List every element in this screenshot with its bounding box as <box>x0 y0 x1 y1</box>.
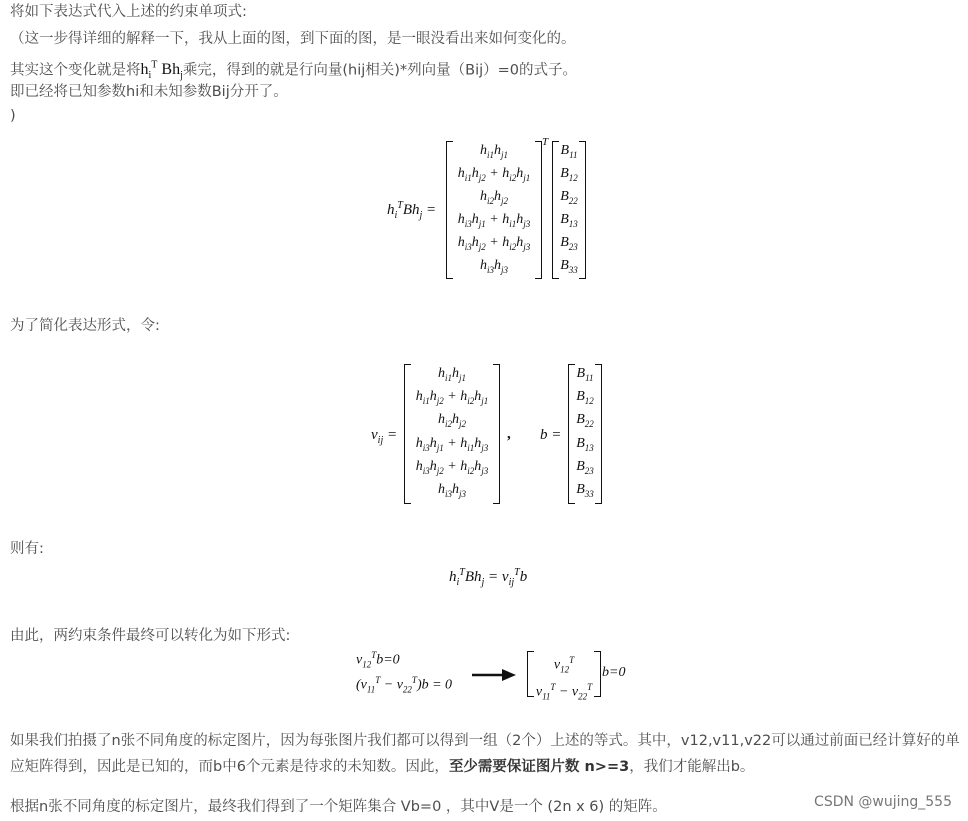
paragraph-1-text-b: ，我们才能解出b。 <box>629 759 755 775</box>
inline-math-hiT-Bhj: $h_i^T$ $Bh_j$ <box>140 60 183 82</box>
eq1-left-cell-1: $h_{i1}h_{j1}$ <box>479 142 509 160</box>
eq1-right-cell-5: $B_{23}$ <box>560 234 578 252</box>
eq3-equation: $h_i^TBh_j = v_{ij}^Tb$ <box>449 567 528 588</box>
eq2-comma: , <box>507 426 511 442</box>
eq2-b-cell-1: $B_{11}$ <box>576 365 594 383</box>
eq1-left-cell-5: $h_{i3}h_{j2} + h_{i2}h_{j3}$ <box>457 234 531 252</box>
csdn-watermark: CSDN @wujing_555 <box>814 794 952 810</box>
eq1-left-cell-4: $h_{i3}h_{j1} + h_{i1}h_{j3}$ <box>457 211 531 229</box>
eq2-b-cell-5: $B_{23}$ <box>576 459 594 476</box>
eq2-b-cell-3: $B_{22}$ <box>576 412 594 430</box>
derive-text: 由此，两约束条件最终可以转化为如下形式: <box>10 628 291 644</box>
intro-line-2: （这一步得详细的解释一下，我从上面的图，到下面的图，是一眼没看出来如何变化的。 <box>10 31 576 47</box>
eq1-right-cell-1: $B_{11}$ <box>560 142 578 160</box>
eq1-right-cell-4: $B_{13}$ <box>560 211 578 229</box>
eq2-b-cell-2: $B_{12}$ <box>576 389 594 406</box>
intro-line-1: 将如下表达式代入上述的约束单项式: <box>10 4 247 20</box>
right-arrow-icon <box>472 668 516 682</box>
then-text: 则有: <box>10 541 44 557</box>
eq1-right-cell-2: $B_{12}$ <box>560 165 578 183</box>
paragraph-1-text-a: 如果我们拍摄了n张不同角度的标定图片，因为每张图片我们都可以得到一组（2个）上述的等式。其中，v12,v11,v22可以通过前面已经计算好的单应矩阵得到，因此是已知的，而b中6个元素是待求的未知数。因此， <box>10 733 960 775</box>
eq4-rhs: b=0 <box>602 665 626 680</box>
eq1-right-cell-6: $B_{33}$ <box>560 257 578 275</box>
eq2-v-cell-5: $h_{i3}h_{j2} + h_{i2}h_{j3}$ <box>415 459 489 476</box>
eq2-v-vector <box>404 364 500 504</box>
intro-line-4: 即已经将已知参数hi和未知参数Bij分开了。 <box>10 84 288 100</box>
paragraph-1-bold: 至少需要保证图片数 n>=3 <box>448 759 630 775</box>
simplify-text: 为了简化表达形式，令: <box>10 318 160 334</box>
eq4-line-1: $v_{12}^Tb=0$ <box>356 650 400 670</box>
eq1-left-cell-6: $h_{i3}h_{j3}$ <box>479 257 509 275</box>
eq1-lhs: $h_i^TBh_j$ = <box>387 200 437 221</box>
eq1-transpose: T <box>542 136 549 148</box>
eq2-v-cell-1: $h_{i1}h_{j1}$ <box>437 365 467 383</box>
eq2-v-cell-3: $h_{i2}h_{j2}$ <box>437 412 467 430</box>
paragraph-2: 根据n张不同角度的标定图片，最终我们得到了一个矩阵集合 Vb=0 ，其中V是一个 (2n x 6) 的矩阵。 <box>10 799 667 815</box>
intro-line-5: ) <box>10 108 16 124</box>
eq2-v-label: $v_{ij}$ = <box>371 427 398 446</box>
intro-line-3-end: 乘完，得到的就是行向量(hij相关)*列向量（Bij）=0的式子。 <box>182 62 578 79</box>
eq2-v-cell-4: $h_{i3}h_{j1} + h_{i1}h_{j3}$ <box>415 435 489 453</box>
eq4-matrix-row-1: $v_{12}^T$ <box>553 655 575 675</box>
paragraph-1 <box>10 728 960 780</box>
eq2-b-vector <box>568 364 602 504</box>
eq1-right-cell-3: $B_{22}$ <box>560 188 578 206</box>
eq2-b-cell-4: $B_{13}$ <box>576 435 594 453</box>
eq1-left-cell-2: $h_{i1}h_{j2} + h_{i2}h_{j1}$ <box>457 165 531 183</box>
eq4-matrix <box>527 651 601 702</box>
eq2-v-cell-2: $h_{i1}h_{j2} + h_{i2}h_{j1}$ <box>415 389 489 406</box>
eq2-b-label: b = <box>540 427 562 443</box>
eq1-left-cell-3: $h_{i2}h_{j2}$ <box>479 188 509 206</box>
eq1-left-vector <box>446 141 542 279</box>
eq2-b-cell-6: $B_{33}$ <box>576 482 594 500</box>
eq4-matrix-row-2: $v_{11}^T - v_{22}^T$ <box>535 682 593 702</box>
eq4-line-2: $(v_{11}^T - v_{22}^T)b = 0$ <box>356 675 453 695</box>
eq2-v-cell-6: $h_{i3}h_{j3}$ <box>437 482 467 500</box>
eq1-right-vector <box>552 141 586 279</box>
intro-line-3-start: 其实这个变化就是将 <box>10 62 141 79</box>
